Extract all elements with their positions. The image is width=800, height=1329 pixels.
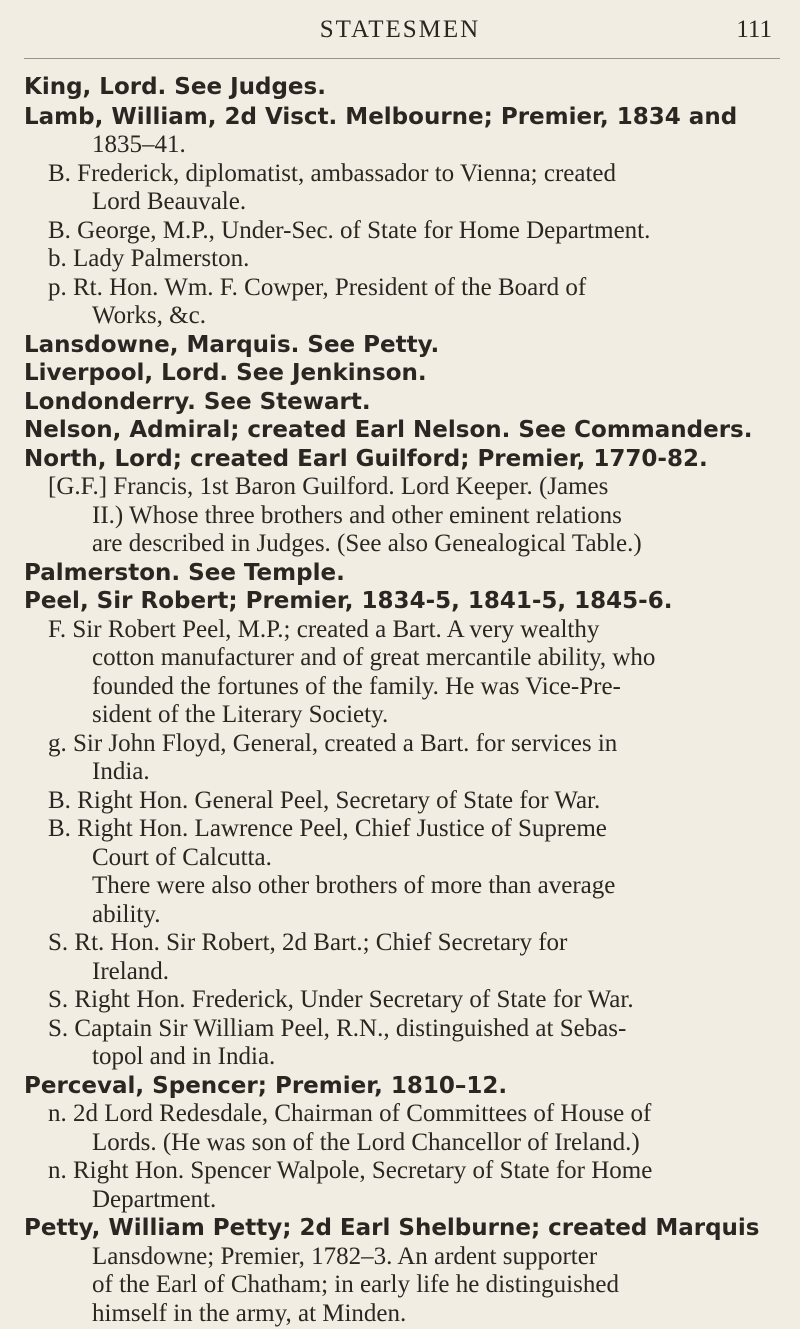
entry-line: p. Rt. Hon. Wm. F. Cowper, President of the Board of <box>48 274 587 301</box>
entry-line: S. Captain Sir William Peel, R.N., distinguished at Sebas- <box>48 1015 627 1042</box>
entry-line: India. <box>92 758 150 785</box>
entry-palmerston: Palmerston. See Temple. <box>24 560 345 586</box>
entry-line: There were also other brothers of more than average <box>92 872 616 899</box>
entry-perceval: Perceval, Spencer; Premier, 1810–12. <box>24 1073 508 1099</box>
entry-line: Department. <box>92 1186 217 1213</box>
entry-line: Lords. (He was son of the Lord Chancellor of Ireland.) <box>92 1129 640 1156</box>
entry-line: b. Lady Palmerston. <box>48 245 250 272</box>
entry-line: Lord Beauvale. <box>92 188 247 215</box>
entry-line: ability. <box>92 901 161 928</box>
entry-line: B. George, M.P., Under-Sec. of State for Home Department. <box>48 217 651 244</box>
entry-king: King, Lord. See Judges. <box>24 74 326 100</box>
header-rule <box>24 58 780 59</box>
entry-line: Court of Calcutta. <box>92 844 272 871</box>
entry-line: B. Right Hon. General Peel, Secretary of State for War. <box>48 787 601 814</box>
entry-line: B. Frederick, diplomatist, ambassador to Vienna; created <box>48 160 617 187</box>
running-title: STATESMEN <box>319 16 481 43</box>
entry-line: F. Sir Robert Peel, M.P.; created a Bart. A very wealthy <box>48 616 600 643</box>
entry-line: cotton manufacturer and of great mercantile ability, who <box>92 644 656 671</box>
entry-line: n. Right Hon. Spencer Walpole, Secretary of State for Home <box>48 1157 653 1184</box>
running-head <box>0 14 800 54</box>
entry-petty: Petty, William Petty; 2d Earl Shelburne; created Marquis <box>24 1215 760 1241</box>
entry-peel: Peel, Sir Robert; Premier, 1834-5, 1841-5, 1845-6. <box>24 588 673 614</box>
entry-lansdowne: Lansdowne, Marquis. See Petty. <box>24 332 440 358</box>
entry-line: [G.F.] Francis, 1st Baron Guilford. Lord Keeper. (James <box>48 473 609 500</box>
entry-line: g. Sir John Floyd, General, created a Bart. for services in <box>48 730 618 757</box>
entry-line: himself in the army, at Minden. <box>92 1300 407 1327</box>
entry-line: topol and in India. <box>92 1043 276 1070</box>
entry-line: of the Earl of Chatham; in early life he distinguished <box>92 1271 619 1298</box>
entry-line: Works, &c. <box>92 302 206 329</box>
entry-line: n. 2d Lord Redesdale, Chairman of Committees of House of <box>48 1100 652 1127</box>
entry-line: founded the fortunes of the family. He was Vice-Pre- <box>92 673 621 700</box>
entry-line: B. Right Hon. Lawrence Peel, Chief Justice of Supreme <box>48 815 607 842</box>
entry-north: North, Lord; created Earl Guilford; Premier, 1770-82. <box>24 446 708 472</box>
entry-liverpool: Liverpool, Lord. See Jenkinson. <box>24 360 427 386</box>
entry-line: Ireland. <box>92 958 170 985</box>
entry-londonderry: Londonderry. See Stewart. <box>24 389 371 415</box>
entry-lamb: Lamb, William, 2d Visct. Melbourne; Premier, 1834 and <box>24 104 738 130</box>
entry-line: Lansdowne; Premier, 1782–3. An ardent supporter <box>92 1243 598 1270</box>
page-number: 111 <box>736 16 772 43</box>
entry-line: 1835–41. <box>92 131 186 158</box>
entry-line: II.) Whose three brothers and other eminent relations <box>92 502 622 529</box>
entry-line: S. Right Hon. Frederick, Under Secretary of State for War. <box>48 986 634 1013</box>
entry-line: sident of the Literary Society. <box>92 701 389 728</box>
entry-line: S. Rt. Hon. Sir Robert, 2d Bart.; Chief Secretary for <box>48 929 568 956</box>
entry-nelson: Nelson, Admiral; created Earl Nelson. See Commanders. <box>24 417 753 443</box>
entry-line: are described in Judges. (See also Genealogical Table.) <box>92 530 642 557</box>
